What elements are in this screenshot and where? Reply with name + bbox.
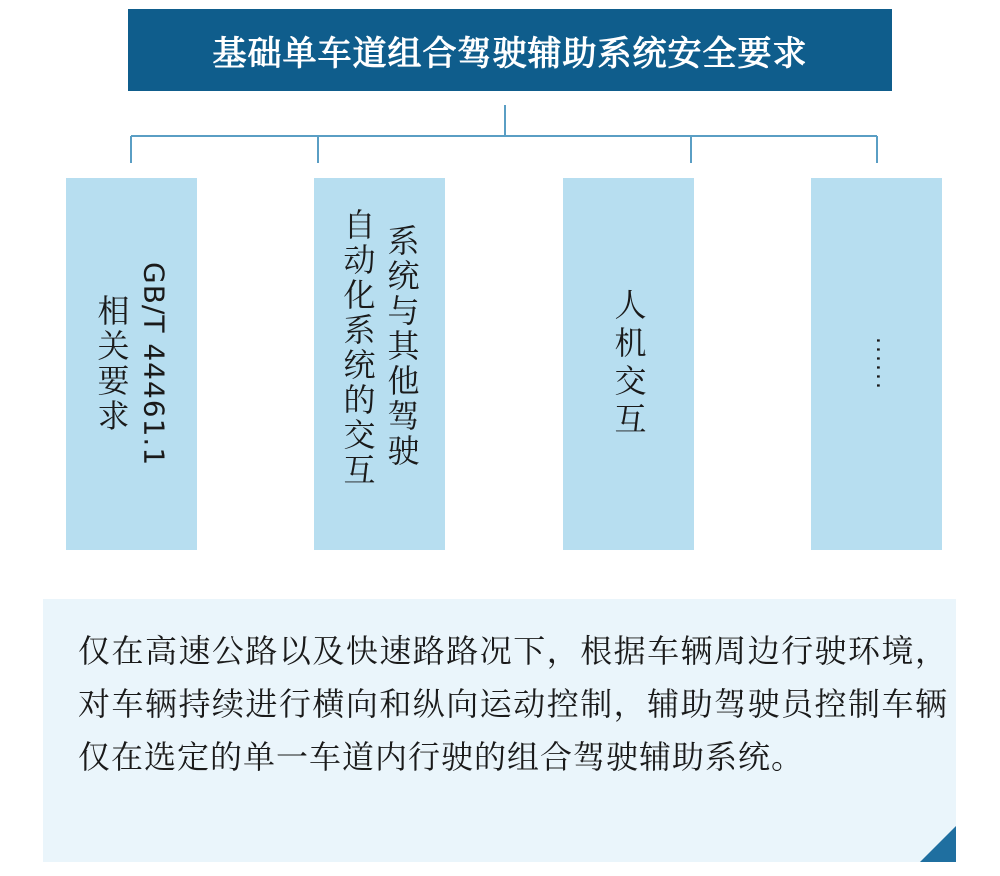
corner-triangle-icon [920,826,956,862]
card-hmi-line-1: 人机交互 [609,288,648,440]
card-more [811,178,942,550]
card-interaction-line-2: 自动化系统的交互 [338,208,377,488]
description-text: 仅在高速公路以及快速路路况下，根据车辆周边行驶环境，对车辆持续进行横向和纵向运动控制，辅助驾驶员控制车辆仅在选定的单一车道内行驶的组合驾驶辅助系统。 [78,632,948,776]
connector-lines [0,0,1000,180]
diagram-title: 基础单车道组合驾驶辅助系统安全要求 [128,9,892,91]
card-more-ellipsis: ······ [864,337,890,391]
card-hmi [563,178,694,550]
card-interaction [314,178,445,550]
description-box [43,599,956,862]
card-gbt-line-2: 相关要求 [92,294,131,434]
card-interaction-line-1: 系统与其他驾驶 [382,224,421,469]
card-gbt [66,178,197,550]
card-gbt-line-1: GB/T 44461.1 [137,261,171,467]
